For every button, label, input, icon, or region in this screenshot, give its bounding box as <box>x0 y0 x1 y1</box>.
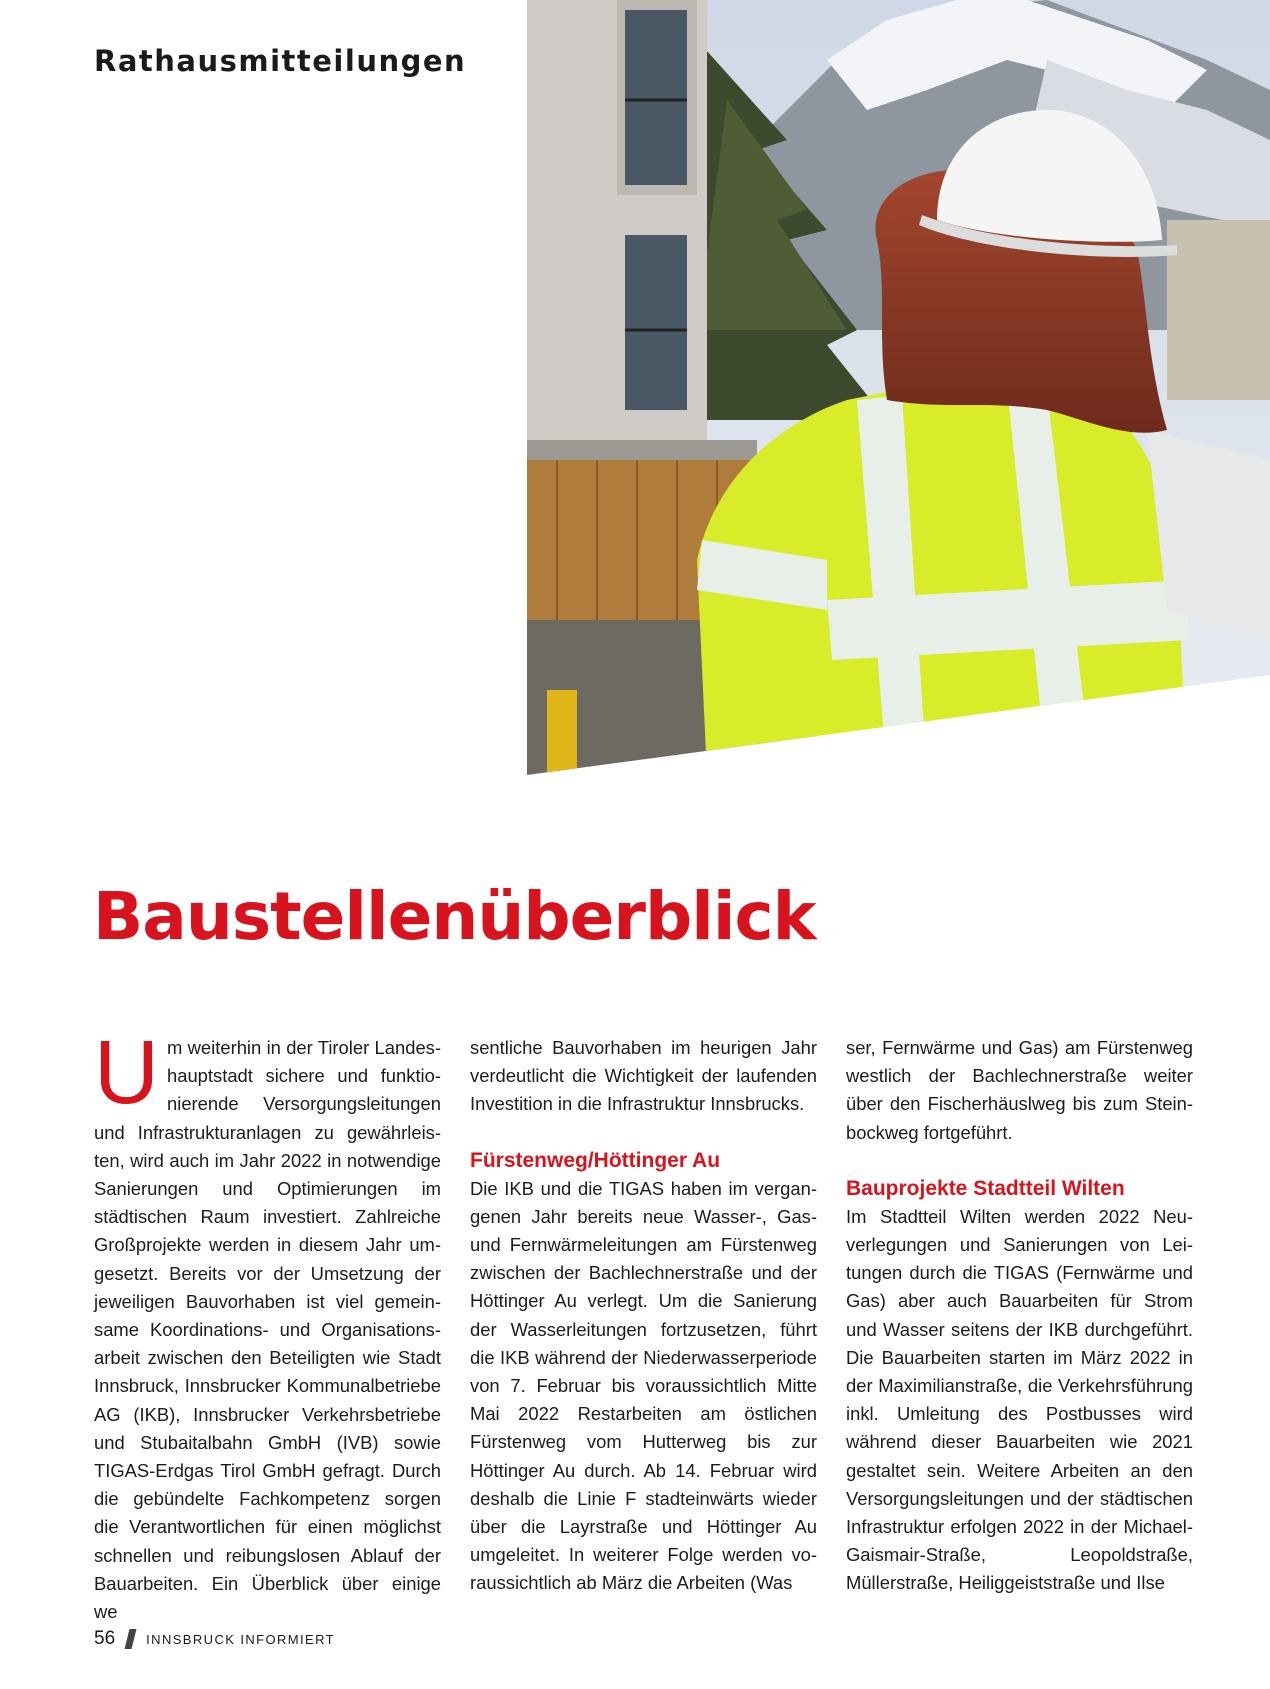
subhead-fuerstenweg: Fürstenweg/Höttinger Au <box>470 1148 721 1172</box>
article-column-2 <box>470 1034 817 1598</box>
page-number: 56 <box>94 1628 116 1649</box>
subhead-wilten: Bauprojekte Stadtteil Wilten <box>846 1176 1125 1200</box>
hero-photo <box>527 0 1270 775</box>
article-column-1 <box>94 1023 441 1626</box>
article-title: Baustellenüberblick <box>93 878 816 955</box>
construction-worker-photo-icon <box>527 0 1270 775</box>
article-column-3 <box>846 1034 1193 1598</box>
col3-paragraph-2: Im Stadtteil Wilten werden 2022 Neuverlegungen und Sanierungen von Leitungen durch die TIGAS (Fernwärme und Gas) aber auch Bauarbeiten für Strom und Wasser seitens der IKB durchgeführt. Die Bauarbeiten starten im März 2022 in der Maximilianstraße, die Verkehrsführung inkl. Umleitung des Postbusses wird während dieser Bauarbeiten wie 2021 gestaltet sein. Weitere Arbeiten an den Versorgungsleitungen und der städtischen Infrastruktur erfolgen 2022 in der Michael-Gaismair-Straße, Leopoldstraße, Müllerstraße, Heiliggeiststraße und Ilse <box>846 1205 1193 1594</box>
intro-text: m weiterhin in der Tiroler Landeshauptstadt sichere und funktionierende Versorgungsleitungen und Infrastrukturanlagen zu gewährleisten, wird auch im Jahr 2022 in notwendige Sanierungen und Optimierungen im städtischen Raum investiert. Zahlreiche Großprojekte werden in diesem Jahr umgesetzt. Bereits vor der Umsetzung der jeweiligen Bauvorhaben ist viel gemeinsame Koordinations- und Organisationsarbeit zwischen den Beteiligten wie Stadt Innsbruck, Innsbrucker Kommunalbetriebe AG (IKB), Innsbrucker Verkehrsbetriebe und Stubaitalbahn GmbH (IVB) sowie TIGAS-Erdgas Tirol GmbH gefragt. Durch die gebündelte Fachkompetenz sorgen die Verantwortlichen für einen möglichst schnellen und reibungslosen Ablauf der Bauarbeiten. Ein Überblick über einige we <box>94 1037 441 1623</box>
col2-paragraph-1: sentliche Bauvorhaben im heurigen Jahr verdeutlicht die Wichtigkeit der laufenden Investition in die Infrastruktur Innsbrucks. <box>470 1037 817 1115</box>
intro-paragraph <box>94 1023 441 1626</box>
dropcap: U <box>94 1023 159 1123</box>
page-footer <box>94 1628 335 1650</box>
section-label: Rathausmitteilungen <box>94 44 467 78</box>
col3-paragraph-1: ser, Fernwärme und Gas) am Fürstenweg westlich der Bachlechnerstraße weiter über den Fischerhäuslweg bis zum Steinbockweg fortgeführt. <box>846 1037 1193 1143</box>
magazine-name: INNSBRUCK INFORMIERT <box>146 1631 335 1647</box>
slash-divider <box>125 1629 137 1649</box>
col2-paragraph-2: Die IKB und die TIGAS haben im vergangenen Jahr bereits neue Wasser-, Gas- und Fernwärmeleitungen am Fürstenweg zwischen der Bachlechnerstraße und der Höttinger Au verlegt. Um die Sanierung der Wasserleitungen fortzusetzen, führt die IKB während der Niederwasserperiode von 7. Februar bis voraussichtlich Mitte Mai 2022 Restarbeiten am östlichen Fürstenweg vom Hutterweg bis zur Höttinger Au durch. Ab 14. Februar wird deshalb die Linie F stadteinwärts wieder über die Layrstraße und Höttinger Au umgeleitet. In weiterer Folge werden voraussichtlich ab März die Arbeiten (Was <box>470 1177 817 1594</box>
